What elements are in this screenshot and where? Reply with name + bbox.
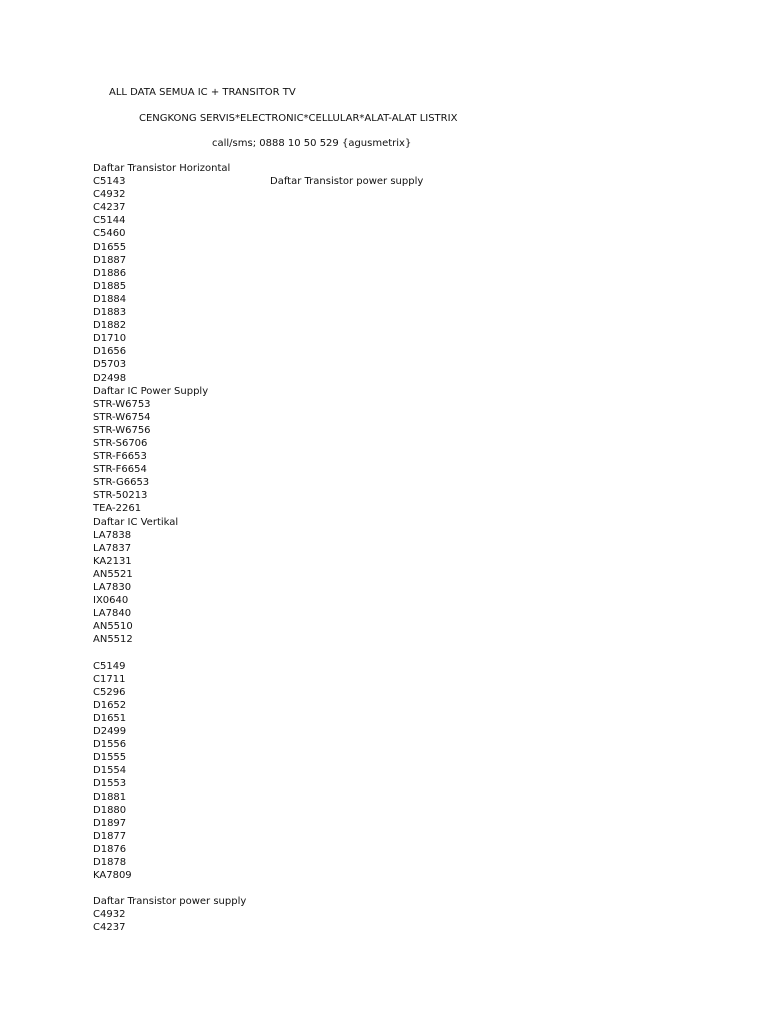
part-number: AN5521 (93, 568, 133, 580)
part-number: KA2131 (93, 555, 132, 567)
part-number: D1884 (93, 293, 127, 305)
part-number: STR-F6654 (93, 464, 147, 476)
part-number: D1655 (93, 241, 127, 253)
section-heading: Daftar IC Vertikal (93, 516, 179, 528)
part-number: STR-50213 (93, 490, 148, 502)
part-number: STR-W6754 (93, 411, 151, 423)
part-number: C4932 (93, 909, 126, 921)
part-number: D1878 (93, 856, 127, 868)
part-number: D5703 (93, 359, 127, 371)
part-number: D1886 (93, 267, 127, 279)
part-number: C5296 (93, 686, 126, 698)
part-number: C1711 (93, 673, 126, 685)
part-number: D1881 (93, 791, 127, 803)
part-number: C4932 (93, 189, 126, 201)
part-number: D1656 (93, 346, 127, 358)
blank-line (93, 882, 246, 895)
part-number: C5143 (93, 176, 126, 188)
part-number: D1897 (93, 817, 127, 829)
part-number: D1556 (93, 739, 127, 751)
part-number: STR-W6753 (93, 398, 151, 410)
part-number: AN5512 (93, 634, 133, 646)
part-number: D1651 (93, 712, 127, 724)
contact-line: call/sms; 0888 10 50 529 {agusmetrix} (212, 138, 412, 149)
parts-list (93, 162, 246, 935)
part-number: LA7840 (93, 608, 132, 620)
part-number: D1882 (93, 320, 127, 332)
part-number: C5144 (93, 215, 126, 227)
section-heading: Daftar Transistor power supply (93, 896, 247, 908)
part-number: D1554 (93, 765, 127, 777)
document-subtitle: CENGKONG SERVIS*ELECTRONIC*CELLULAR*ALAT-ALAT LISTRIX (139, 113, 458, 124)
document-title: ALL DATA SEMUA IC + TRANSITOR TV (109, 87, 296, 98)
part-number: AN5510 (93, 621, 133, 633)
part-number: LA7837 (93, 542, 132, 554)
part-number: D1710 (93, 333, 127, 345)
part-number: C5460 (93, 228, 126, 240)
part-number: D1887 (93, 254, 127, 266)
part-number: D1876 (93, 843, 127, 855)
part-number: D2498 (93, 372, 127, 384)
section-heading-power-supply-transistors: Daftar Transistor power supply (270, 176, 424, 187)
part-number: STR-F6653 (93, 451, 147, 463)
section-heading: Daftar Transistor Horizontal (93, 163, 231, 174)
part-number: LA7838 (93, 529, 132, 541)
part-number: D1555 (93, 752, 127, 764)
part-number: STR-S6706 (93, 437, 148, 449)
part-number: TEA-2261 (93, 503, 142, 515)
part-number: IX0640 (93, 595, 129, 607)
part-number: KA7809 (93, 870, 132, 882)
section-heading: Daftar IC Power Supply (93, 385, 209, 397)
part-number: C4237 (93, 922, 126, 934)
part-number: STR-G6653 (93, 477, 150, 489)
part-number: D1553 (93, 778, 127, 790)
blank-line (93, 646, 246, 659)
part-number: C4237 (93, 202, 126, 214)
part-number: C5149 (93, 660, 126, 672)
part-number: D1883 (93, 307, 127, 319)
part-number: LA7830 (93, 582, 132, 593)
part-number: D1652 (93, 699, 127, 711)
part-number: D1885 (93, 280, 127, 292)
part-number: STR-W6756 (93, 424, 151, 436)
part-number: D1880 (93, 804, 127, 816)
part-number: D2499 (93, 726, 127, 738)
part-number: D1877 (93, 830, 127, 842)
